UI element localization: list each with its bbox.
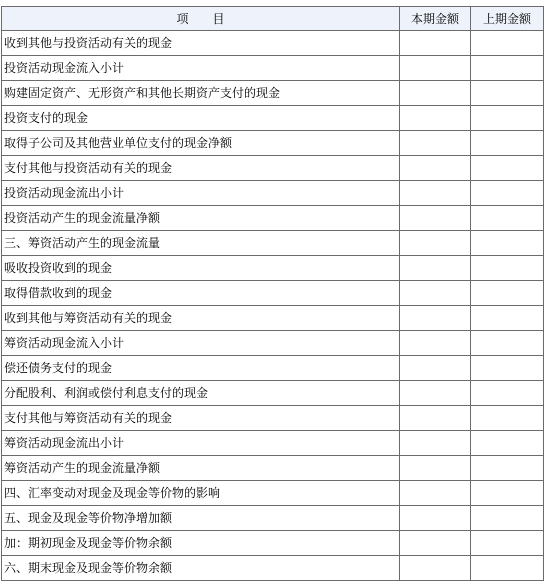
current-period-cell (400, 281, 471, 306)
row-label: 偿还债务支付的现金 (2, 356, 400, 381)
previous-period-cell (471, 181, 544, 206)
current-period-cell (400, 156, 471, 181)
table-row (2, 331, 544, 356)
table-row (2, 556, 544, 581)
previous-period-cell (471, 81, 544, 106)
current-period-cell (400, 356, 471, 381)
current-period-cell (400, 56, 471, 81)
current-period-cell (400, 231, 471, 256)
table-row (2, 181, 544, 206)
table-row (2, 506, 544, 531)
previous-period-cell (471, 231, 544, 256)
previous-period-cell (471, 531, 544, 556)
previous-period-cell (471, 131, 544, 156)
previous-period-cell (471, 56, 544, 81)
previous-period-cell (471, 506, 544, 531)
table-row (2, 256, 544, 281)
table-row (2, 56, 544, 81)
table-row (2, 106, 544, 131)
current-period-cell (400, 506, 471, 531)
current-period-cell (400, 556, 471, 581)
row-label: 吸收投资收到的现金 (2, 256, 400, 281)
row-label: 六、期末现金及现金等价物余额 (2, 556, 400, 581)
current-period-cell (400, 431, 471, 456)
table-row (2, 531, 544, 556)
table-row (2, 431, 544, 456)
row-label: 筹资活动现金流出小计 (2, 431, 400, 456)
table-row (2, 131, 544, 156)
row-label: 收到其他与投资活动有关的现金 (2, 31, 400, 56)
table-row (2, 406, 544, 431)
header-current-period: 本期金额 (400, 7, 471, 31)
current-period-cell (400, 131, 471, 156)
current-period-cell (400, 331, 471, 356)
cash-flow-statement-table (1, 6, 544, 581)
row-label: 四、汇率变动对现金及现金等价物的影响 (2, 481, 400, 506)
current-period-cell (400, 306, 471, 331)
header-item: 项 目 (2, 7, 400, 31)
current-period-cell (400, 181, 471, 206)
table-header-row (2, 7, 544, 31)
header-previous-period: 上期金额 (471, 7, 544, 31)
previous-period-cell (471, 106, 544, 131)
current-period-cell (400, 406, 471, 431)
current-period-cell (400, 81, 471, 106)
current-period-cell (400, 456, 471, 481)
table-row (2, 206, 544, 231)
current-period-cell (400, 481, 471, 506)
table-row (2, 481, 544, 506)
table-row (2, 231, 544, 256)
previous-period-cell (471, 406, 544, 431)
previous-period-cell (471, 356, 544, 381)
previous-period-cell (471, 456, 544, 481)
table-row (2, 356, 544, 381)
previous-period-cell (471, 481, 544, 506)
previous-period-cell (471, 431, 544, 456)
row-label: 投资支付的现金 (2, 106, 400, 131)
row-label: 投资活动产生的现金流量净额 (2, 206, 400, 231)
row-label: 投资活动现金流出小计 (2, 181, 400, 206)
current-period-cell (400, 106, 471, 131)
row-label: 取得子公司及其他营业单位支付的现金净额 (2, 131, 400, 156)
current-period-cell (400, 381, 471, 406)
row-label: 购建固定资产、无形资产和其他长期资产支付的现金 (2, 81, 400, 106)
current-period-cell (400, 256, 471, 281)
table-row (2, 306, 544, 331)
previous-period-cell (471, 381, 544, 406)
row-label: 五、现金及现金等价物净增加额 (2, 506, 400, 531)
previous-period-cell (471, 256, 544, 281)
previous-period-cell (471, 31, 544, 56)
current-period-cell (400, 31, 471, 56)
row-label: 收到其他与筹资活动有关的现金 (2, 306, 400, 331)
row-label: 支付其他与投资活动有关的现金 (2, 156, 400, 181)
previous-period-cell (471, 306, 544, 331)
row-label: 三、筹资活动产生的现金流量 (2, 231, 400, 256)
previous-period-cell (471, 281, 544, 306)
previous-period-cell (471, 206, 544, 231)
previous-period-cell (471, 556, 544, 581)
row-label: 取得借款收到的现金 (2, 281, 400, 306)
current-period-cell (400, 206, 471, 231)
previous-period-cell (471, 156, 544, 181)
table-row (2, 156, 544, 181)
row-label: 加：期初现金及现金等价物余额 (2, 531, 400, 556)
table-row (2, 381, 544, 406)
table-row (2, 81, 544, 106)
row-label: 筹资活动现金流入小计 (2, 331, 400, 356)
row-label: 筹资活动产生的现金流量净额 (2, 456, 400, 481)
table-row (2, 281, 544, 306)
previous-period-cell (471, 331, 544, 356)
row-label: 投资活动现金流入小计 (2, 56, 400, 81)
row-label: 分配股利、利润或偿付利息支付的现金 (2, 381, 400, 406)
current-period-cell (400, 531, 471, 556)
table-body (2, 31, 544, 581)
table-row (2, 456, 544, 481)
table-row (2, 31, 544, 56)
row-label: 支付其他与筹资活动有关的现金 (2, 406, 400, 431)
